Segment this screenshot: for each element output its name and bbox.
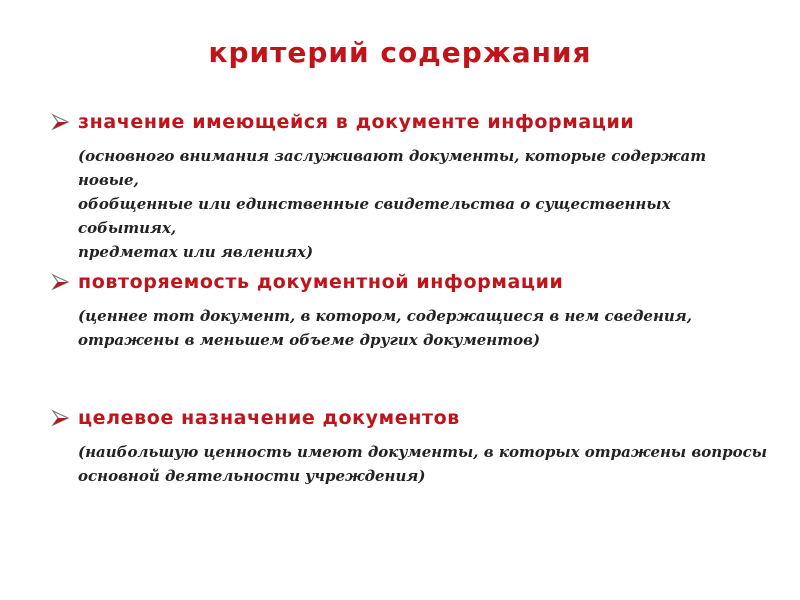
arrow-check-bullet-icon [50,111,72,133]
list-item [50,268,770,352]
description-line: (наибольшую ценность имеют документы, в которых отражены вопросы [78,443,768,461]
description-line: (ценнее тот документ, в котором, содержащиеся в нем сведения, [78,307,692,325]
list-item [50,404,770,488]
description-line: предметах или явлениях) [78,243,314,261]
description-line: основной деятельности учреждения) [78,467,426,485]
list-item-description [78,144,768,264]
description-line: обобщенные или единственные свидетельства о существенных событиях, [78,195,671,237]
list-item-heading-row [50,108,770,138]
list-item-description [78,304,768,352]
list-item-heading: повторяемость документной информации [78,271,564,293]
list-item-heading-row [50,268,770,298]
list-item-description [78,440,768,488]
slide-title: критерий содержания [208,36,592,69]
arrow-check-bullet-icon [50,407,72,429]
list-item-heading: целевое назначение документов [78,407,460,429]
list-item-heading-row [50,404,770,434]
description-line: отражены в меньшем объеме других документов) [78,331,541,349]
list-item [50,108,770,264]
arrow-check-bullet-icon [50,271,72,293]
list-item-heading: значение имеющейся в документе информации [78,111,635,133]
description-line: (основного внимания заслуживают документы, которые содержат новые, [78,147,707,189]
